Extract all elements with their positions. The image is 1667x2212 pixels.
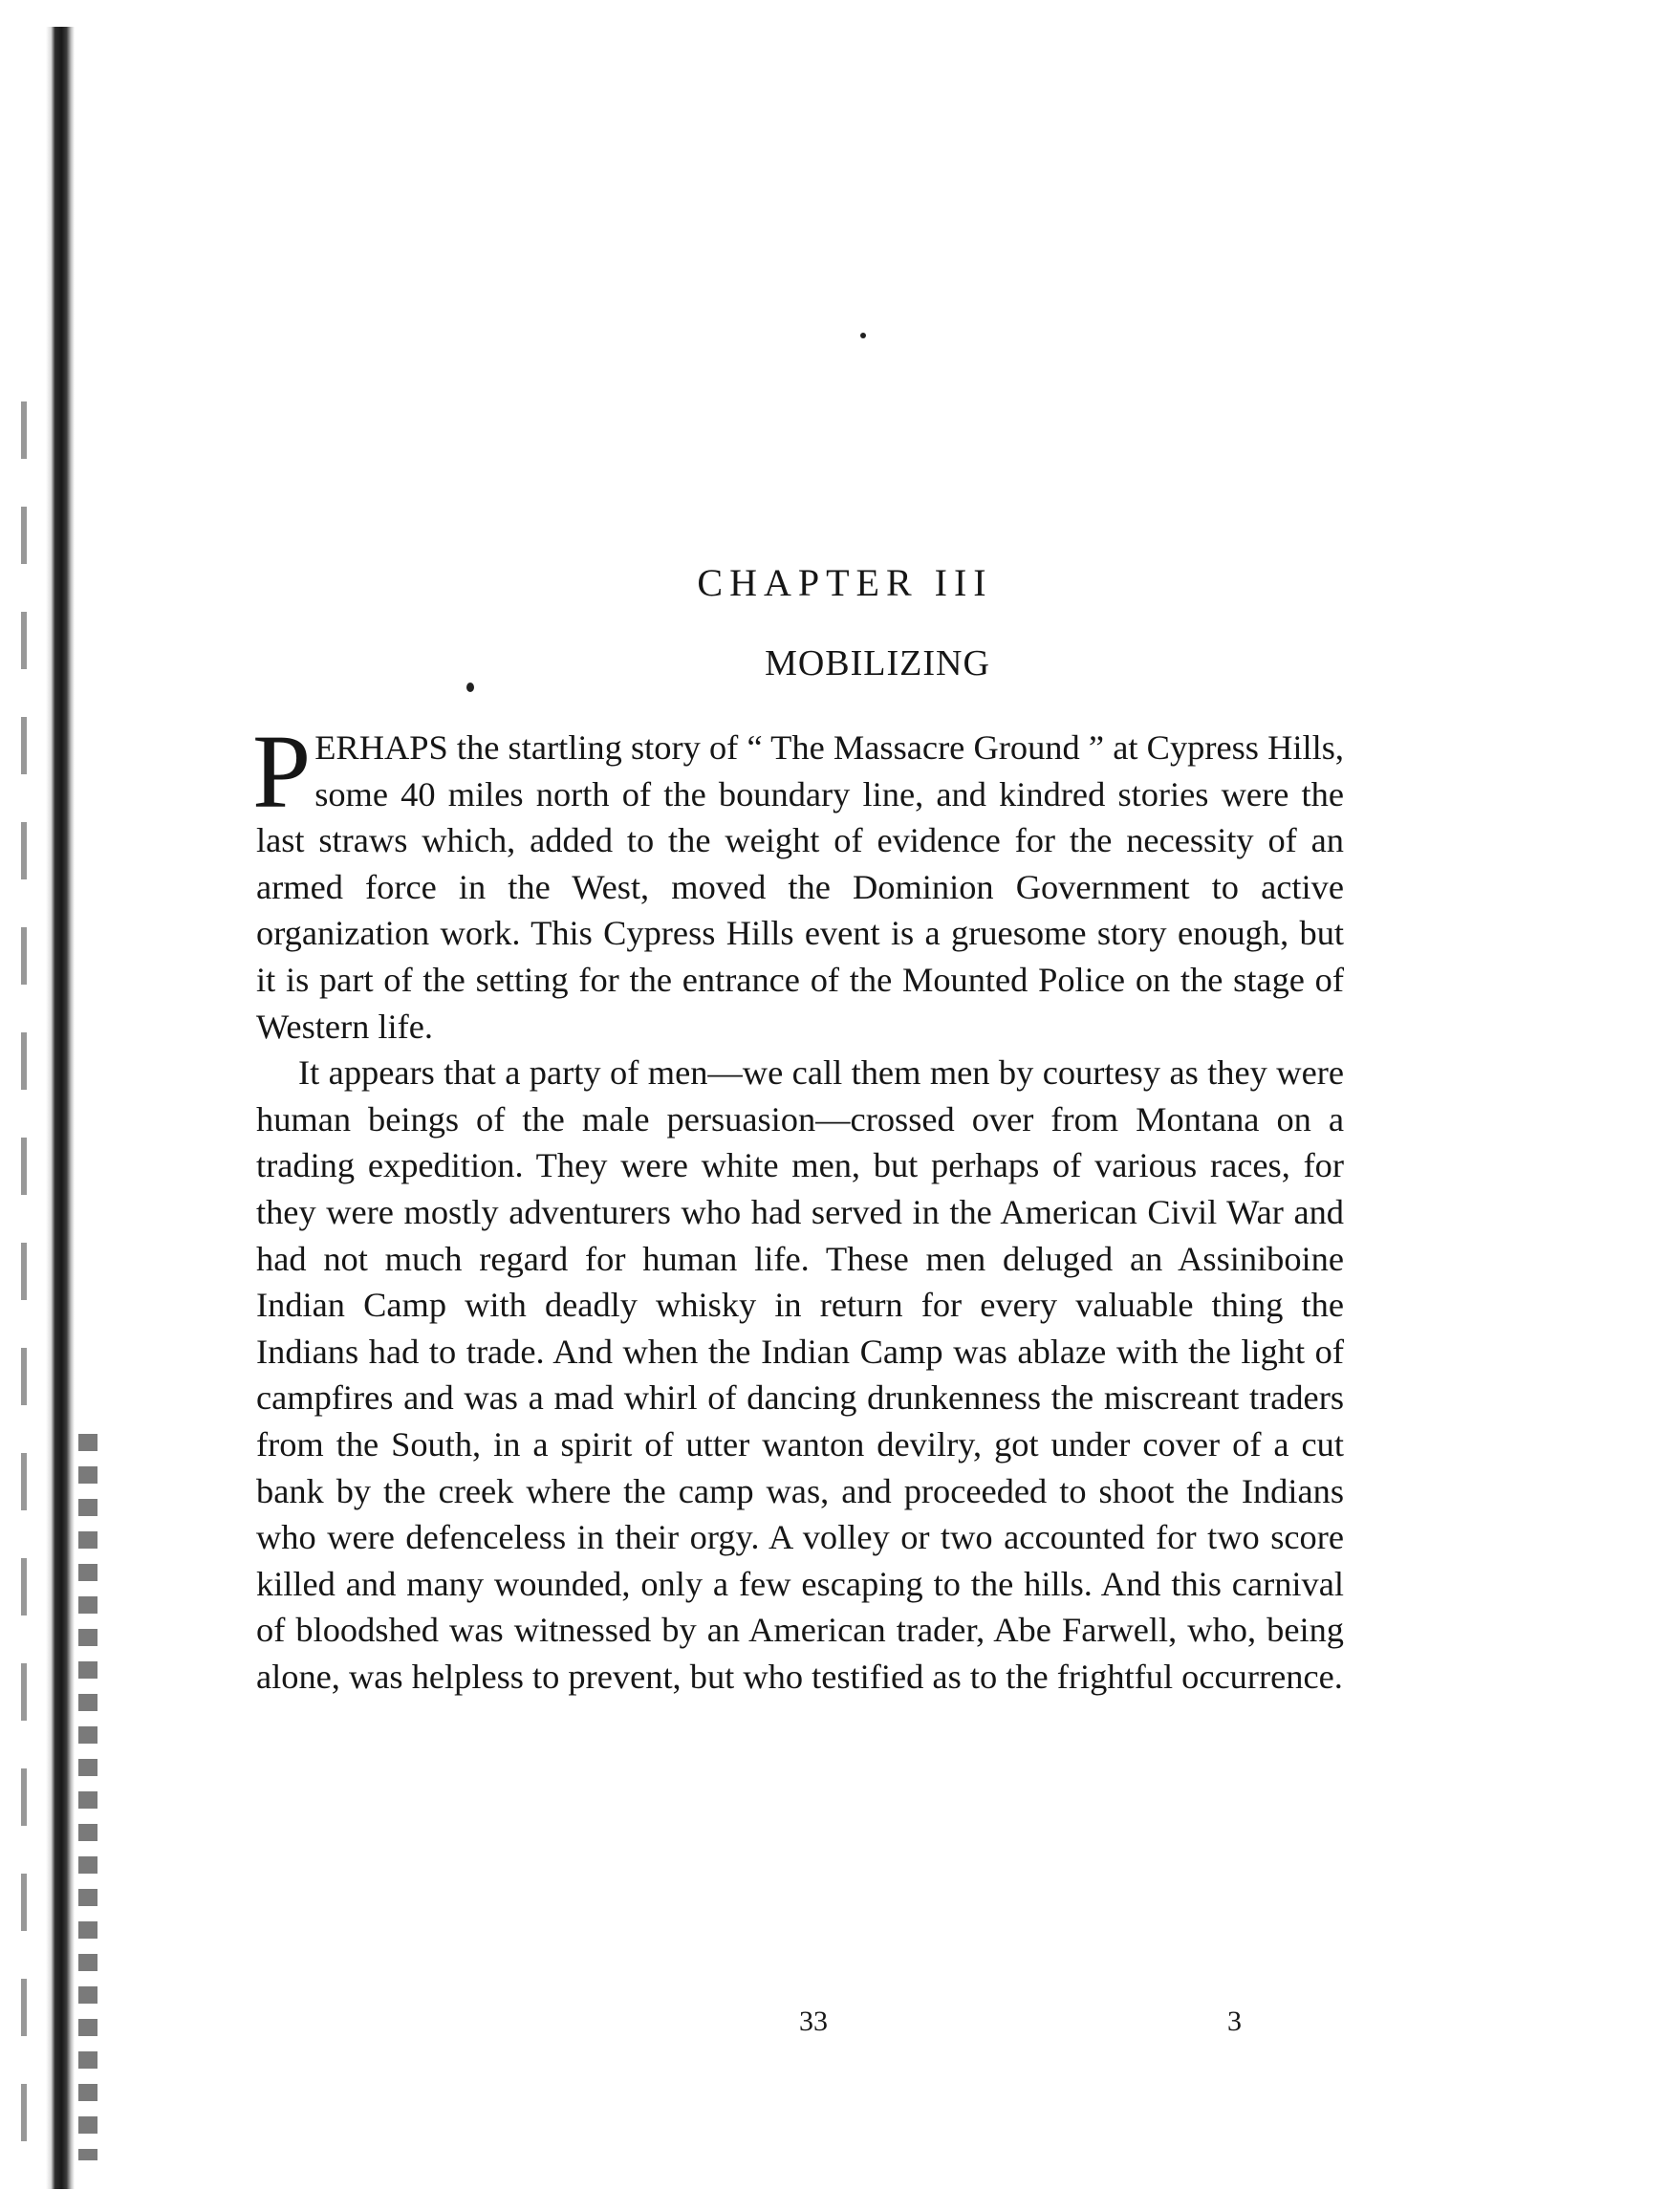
chapter-heading: CHAPTER III — [697, 561, 993, 604]
paragraph: It appears that a party of men—we call them men by courtesy as they were human beings of the male persuasion—crossed over from Montana on a trading expedition. They were white men, but perhaps of various races, for they were mostly adventurers who had served in the American Civil War and had not much regard for human life. These men deluged an Assiniboine Indian Camp with deadly whisky in return for every valuable thing the Indians had to trade. And when the Indian Camp was ablaze with the light of campfires and was a mad whirl of dancing drunkenness the miscreant traders from the South, in a spirit of utter wanton devilry, got under cover of a cut bank by the creek where the camp was, and proceeded to shoot the Indians who were defenceless in their orgy. A volley or two accounted for two score killed and many wounded, only a few escaping to the hills. And this carnival of bloodshed was witnessed by an American trader, Abe Farwell, who, being alone, was helpless to prevent, but who testified as to the frightful occurrence. — [256, 1053, 1344, 1696]
binding-shadow-lower — [78, 1434, 97, 2160]
drop-cap: P — [252, 713, 312, 830]
page-number: 33 — [799, 2006, 828, 2037]
scan-speck — [860, 333, 866, 338]
binding-edge — [46, 27, 75, 2189]
chapter-title: MOBILIZING — [765, 643, 990, 683]
paragraph — [252, 713, 1344, 1050]
signature-mark: 3 — [1227, 2006, 1242, 2037]
paragraph-text: ERHAPS the startling story of “ The Massacre Ground ” at Cypress Hills, some 40 miles north of the boundary line, and kindred stories were the last straws which, added to the weight of evidence for the necessity of an armed force in the West, moved the Dominion Government to active organization work. This Cypress Hills event is a gruesome story enough, but it is part of the setting for the entrance of the Mounted Police on the stage of Western life. — [256, 728, 1344, 1046]
body-text — [252, 713, 1344, 1700]
